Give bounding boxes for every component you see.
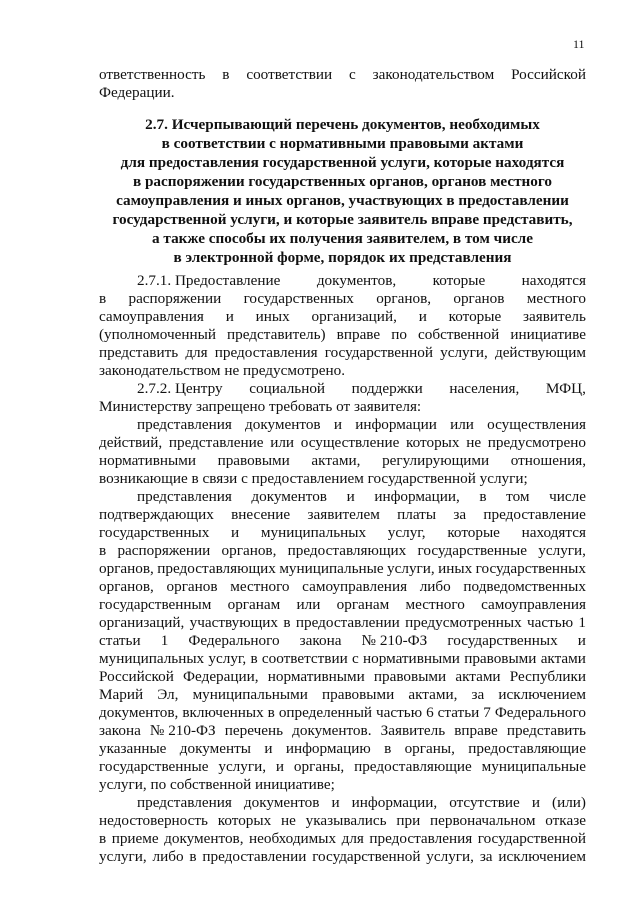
word: актами, bbox=[311, 452, 361, 469]
word: Республики bbox=[509, 668, 586, 685]
text-line bbox=[99, 66, 586, 84]
section-heading-line: самоуправления и иных органов, участвующих в предоставлении bbox=[116, 192, 569, 209]
word: по bbox=[391, 326, 407, 343]
word: местного bbox=[405, 596, 465, 613]
word: предоставления bbox=[369, 830, 473, 847]
word: либо bbox=[419, 578, 451, 595]
text-line bbox=[137, 416, 586, 434]
word: муниципальными bbox=[192, 686, 308, 703]
word: организаций, bbox=[311, 308, 397, 325]
word: государственные bbox=[99, 758, 209, 775]
text-line bbox=[99, 614, 586, 632]
word: информацию bbox=[285, 740, 371, 757]
word: населения, bbox=[449, 380, 520, 397]
word: Российской bbox=[99, 668, 174, 685]
word: государственной bbox=[477, 830, 586, 847]
word: органы, bbox=[293, 758, 345, 775]
text-line bbox=[137, 380, 586, 398]
word: государственные bbox=[417, 542, 527, 559]
section-heading-line: для предоставления государственной услуги, которые находятся bbox=[120, 154, 565, 171]
word: самоуправления bbox=[302, 578, 408, 595]
text-line bbox=[99, 308, 586, 326]
text-line bbox=[137, 272, 586, 290]
word: органам bbox=[227, 596, 281, 613]
section-heading-line: в электронной форме, порядок их представления bbox=[173, 249, 512, 266]
word: исключением bbox=[498, 686, 586, 703]
word: услуги, bbox=[426, 848, 474, 865]
word: действующим bbox=[494, 344, 586, 361]
text-line: услуги, по собственной инициативе; bbox=[99, 776, 335, 793]
word: органов, bbox=[99, 578, 154, 595]
word: закона bbox=[99, 722, 141, 739]
word: не bbox=[466, 434, 482, 451]
text-line bbox=[99, 596, 586, 614]
text-line bbox=[99, 650, 586, 668]
word: и bbox=[577, 632, 586, 649]
word: государственной bbox=[324, 344, 433, 361]
word: распоряжении bbox=[117, 542, 211, 559]
text-line bbox=[99, 506, 586, 524]
word: услуги, bbox=[387, 560, 435, 577]
word: платы bbox=[397, 506, 437, 523]
word: и bbox=[275, 758, 285, 775]
word: указывались bbox=[305, 812, 387, 829]
word: вправе bbox=[336, 326, 381, 343]
word: предусмотренных bbox=[405, 614, 522, 631]
word: 6 bbox=[426, 704, 434, 721]
word: соответствии bbox=[246, 66, 333, 83]
word: МФЦ, bbox=[545, 380, 586, 397]
word: нормативными bbox=[362, 650, 460, 667]
word: услуги, bbox=[538, 542, 586, 559]
word: необходимых bbox=[249, 830, 337, 847]
word: числе bbox=[549, 488, 586, 505]
word: услуги, bbox=[218, 758, 267, 775]
word: Марий bbox=[99, 686, 144, 703]
word: нормативными bbox=[99, 452, 196, 469]
word: статьи bbox=[437, 704, 480, 721]
word: государственной bbox=[312, 848, 421, 865]
text-line bbox=[99, 560, 586, 578]
word: государственных bbox=[99, 524, 210, 541]
word: № 210-ФЗ bbox=[361, 632, 428, 649]
text-line bbox=[99, 740, 586, 758]
word: информации, bbox=[374, 488, 460, 505]
text-line bbox=[99, 668, 586, 686]
word: которые bbox=[448, 308, 502, 325]
word: для bbox=[185, 344, 208, 361]
text-line bbox=[99, 290, 586, 308]
text-line bbox=[99, 434, 586, 452]
word: государственных bbox=[447, 632, 558, 649]
text-line bbox=[99, 812, 586, 830]
word: инициативе bbox=[510, 326, 586, 343]
word: муниципальных bbox=[99, 650, 205, 667]
word: собственной bbox=[418, 326, 500, 343]
word: государственным bbox=[99, 596, 212, 613]
word: нормативными bbox=[267, 668, 365, 685]
text-line bbox=[99, 542, 586, 560]
word: статьи bbox=[99, 632, 141, 649]
word: ответственность bbox=[99, 66, 206, 83]
word: внесение bbox=[231, 506, 291, 523]
word: документов bbox=[243, 794, 320, 811]
word: или bbox=[450, 416, 474, 433]
text-line bbox=[99, 848, 586, 866]
word: за bbox=[479, 848, 493, 865]
word: услуги, bbox=[99, 848, 147, 865]
word: соответствии bbox=[261, 650, 348, 667]
word: законодательством bbox=[372, 66, 495, 83]
word: в bbox=[222, 66, 230, 83]
word: услуги, bbox=[440, 344, 488, 361]
text-line bbox=[137, 794, 586, 812]
section-heading-line: в соответствии с нормативными правовыми актами bbox=[161, 135, 524, 152]
word: и bbox=[418, 308, 427, 325]
word: документов, bbox=[316, 272, 397, 289]
word: в bbox=[99, 542, 107, 559]
word: в bbox=[250, 650, 258, 667]
text-line: возникающие в связи с предоставлением государственной услуги; bbox=[99, 470, 528, 487]
word: осуществления bbox=[487, 416, 586, 433]
word: правовыми bbox=[217, 452, 290, 469]
word: подтверждающих bbox=[99, 506, 214, 523]
word: которых bbox=[217, 812, 272, 829]
word: не bbox=[281, 812, 296, 829]
word: включенных bbox=[182, 704, 264, 721]
word: недостоверность bbox=[99, 812, 208, 829]
word: (уполномоченный bbox=[99, 326, 216, 343]
word: которых bbox=[406, 434, 460, 451]
word: предоставляющие bbox=[354, 758, 472, 775]
word: органов, bbox=[376, 290, 432, 307]
word: в bbox=[384, 740, 392, 757]
word: отношения, bbox=[510, 452, 586, 469]
word: иных bbox=[438, 560, 473, 577]
text-line bbox=[99, 452, 586, 470]
text-line bbox=[99, 704, 586, 722]
word: представление bbox=[168, 434, 264, 451]
word: услуг, bbox=[387, 524, 426, 541]
word: подведомственных bbox=[463, 578, 586, 595]
word: услуг, bbox=[208, 650, 247, 667]
word: представления bbox=[137, 488, 232, 505]
word: за bbox=[453, 506, 467, 523]
word: и bbox=[333, 416, 342, 433]
word: актами, bbox=[408, 686, 458, 703]
section-heading-line: 2.7. Исчерпывающий перечень документов, необходимых bbox=[145, 116, 540, 133]
word: и bbox=[331, 794, 340, 811]
word: и bbox=[264, 740, 273, 757]
word: осуществление bbox=[300, 434, 400, 451]
word: и bbox=[231, 524, 240, 541]
word: документов, bbox=[99, 704, 179, 721]
text-line bbox=[99, 722, 586, 740]
word: в bbox=[99, 290, 107, 307]
word: 1 bbox=[578, 614, 586, 631]
text-line bbox=[99, 326, 586, 344]
word: органов, bbox=[221, 542, 277, 559]
word: предоставляющих bbox=[157, 560, 276, 577]
word: актами bbox=[540, 650, 586, 667]
word: или bbox=[296, 596, 321, 613]
word: муниципальные bbox=[279, 560, 384, 577]
word: перечень bbox=[224, 722, 284, 739]
word: предоставляющие bbox=[468, 740, 586, 757]
text-line bbox=[99, 830, 586, 848]
word: в bbox=[283, 614, 291, 631]
word: первоначальном bbox=[430, 812, 536, 829]
word: местного bbox=[526, 290, 586, 307]
word: документы bbox=[179, 740, 251, 757]
word: том bbox=[506, 488, 530, 505]
word: правовыми bbox=[373, 668, 447, 685]
word: предоставлении bbox=[295, 614, 400, 631]
word: самоуправления bbox=[99, 308, 204, 325]
word: для bbox=[341, 830, 364, 847]
word: документов, bbox=[164, 830, 244, 847]
word: с bbox=[349, 66, 356, 83]
word: в bbox=[99, 830, 107, 847]
word: государственных bbox=[243, 290, 354, 307]
word: Заявитель bbox=[380, 722, 446, 739]
word: указанные bbox=[99, 740, 167, 757]
word: представить bbox=[99, 344, 179, 361]
word: приеме bbox=[111, 830, 159, 847]
word: и bbox=[225, 308, 234, 325]
word: местного bbox=[230, 578, 290, 595]
word: предусмотрено bbox=[487, 434, 586, 451]
word: документов bbox=[251, 488, 327, 505]
word: представления bbox=[137, 416, 232, 433]
word: муниципальные bbox=[481, 758, 586, 775]
text-line bbox=[99, 578, 586, 596]
word: самоуправления bbox=[481, 596, 586, 613]
word: частью bbox=[376, 704, 423, 721]
word: органов bbox=[166, 578, 218, 595]
word: за bbox=[471, 686, 485, 703]
word: информации, bbox=[351, 794, 438, 811]
word: Федерального bbox=[494, 704, 586, 721]
word: документов. bbox=[292, 722, 372, 739]
text-line: законодательством не предусмотрено. bbox=[99, 362, 346, 379]
word: Российской bbox=[511, 66, 586, 83]
text-line bbox=[99, 524, 586, 542]
word: информации bbox=[355, 416, 437, 433]
word: представления bbox=[137, 794, 232, 811]
word: распоряжении bbox=[128, 290, 222, 307]
word: 1 bbox=[160, 632, 169, 649]
word: иных bbox=[255, 308, 290, 325]
word: (или) bbox=[552, 794, 586, 811]
word: находятся bbox=[521, 524, 586, 541]
section-heading-line: а также способы их получения заявителем, в том числе bbox=[152, 230, 533, 247]
word: поддержки bbox=[351, 380, 423, 397]
word: предоставления bbox=[214, 344, 318, 361]
word: 2.7.2. Центру bbox=[137, 380, 223, 397]
text-line: Министерству запрещено требовать от заявителя: bbox=[99, 398, 422, 415]
text-line bbox=[99, 758, 586, 776]
word: и bbox=[531, 794, 540, 811]
word: органам bbox=[336, 596, 390, 613]
word: исключением bbox=[498, 848, 586, 865]
text-line bbox=[99, 344, 586, 362]
word: Эл, bbox=[157, 686, 179, 703]
word: при bbox=[396, 812, 421, 829]
word: закона bbox=[299, 632, 342, 649]
word: частью bbox=[527, 614, 574, 631]
word: предоставление bbox=[483, 506, 586, 523]
section-heading-line: государственной услуги, и которые заявитель вправе представить, bbox=[112, 211, 573, 228]
word: определенный bbox=[278, 704, 373, 721]
word: участвующих bbox=[189, 614, 279, 631]
text-line bbox=[99, 686, 586, 704]
word: документов bbox=[245, 416, 321, 433]
text-line bbox=[99, 632, 586, 650]
word: организаций, bbox=[99, 614, 185, 631]
word: с bbox=[351, 650, 359, 667]
word: отказе bbox=[545, 812, 586, 829]
word: № 210-ФЗ bbox=[149, 722, 216, 739]
word: Федерального bbox=[188, 632, 280, 649]
word: действий, bbox=[99, 434, 163, 451]
section-heading-line: в распоряжении государственных органов, органов местного bbox=[132, 173, 552, 190]
word: регулирующими bbox=[382, 452, 490, 469]
word: либо bbox=[152, 848, 184, 865]
word: заявитель bbox=[523, 308, 586, 325]
word: предоставляющих bbox=[287, 542, 407, 559]
word: или bbox=[270, 434, 295, 451]
word: органов, bbox=[99, 560, 154, 577]
word: которые bbox=[447, 524, 500, 541]
word: актами bbox=[455, 668, 501, 685]
word: социальной bbox=[249, 380, 326, 397]
word: заявителем bbox=[307, 506, 380, 523]
text-line bbox=[137, 488, 586, 506]
word: органы, bbox=[404, 740, 455, 757]
page-number: 11 bbox=[573, 37, 585, 51]
word: 2.7.1. Предоставление bbox=[137, 272, 281, 289]
word: правовыми bbox=[464, 650, 537, 667]
word: правовыми bbox=[321, 686, 395, 703]
word: в bbox=[267, 704, 275, 721]
word: Федерации, bbox=[183, 668, 259, 685]
word: предоставлении bbox=[202, 848, 307, 865]
word: представить bbox=[506, 722, 586, 739]
word: представитель) bbox=[227, 326, 326, 343]
word: находятся bbox=[521, 272, 586, 289]
word: государственных bbox=[475, 560, 586, 577]
word: и bbox=[346, 488, 355, 505]
word: вправе bbox=[454, 722, 498, 739]
word: органов bbox=[453, 290, 505, 307]
word: в bbox=[189, 848, 197, 865]
text-line: Федерации. bbox=[99, 84, 175, 101]
word: муниципальных bbox=[260, 524, 367, 541]
word: которые bbox=[432, 272, 486, 289]
word: 7 bbox=[483, 704, 491, 721]
word: отсутствие bbox=[449, 794, 520, 811]
word: в bbox=[479, 488, 487, 505]
